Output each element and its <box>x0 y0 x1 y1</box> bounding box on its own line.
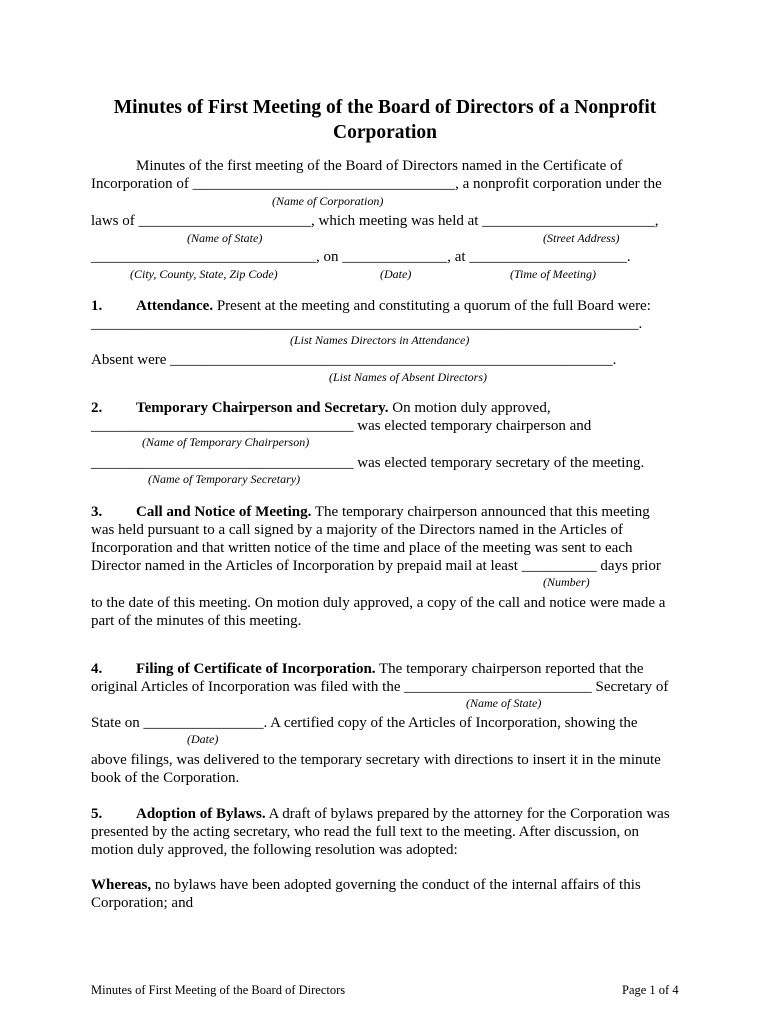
section-4-line-2: original Articles of Incorporation was filed with the _________________________ Secretary of <box>91 679 669 695</box>
section-5-text: A draft of bylaws prepared by the attorney for the Corporation was <box>265 806 670 822</box>
section-3-line-3: Incorporation and that written notice of the time and place of the meeting was sent to each <box>91 540 633 556</box>
section-4-line-3: State on ________________. A certified copy of the Articles of Incorporation, showing the <box>91 715 638 731</box>
section-1-paragraph <box>136 297 651 315</box>
absent-line: Absent were ___________________________________________________________. <box>91 352 617 368</box>
section-2-text: On motion duly approved, <box>388 400 551 416</box>
whereas-paragraph <box>91 876 641 894</box>
section-2-heading: Temporary Chairperson and Secretary. <box>136 400 389 416</box>
section-4-line-4: above filings, was delivered to the temporary secretary with directions to insert it in the minute <box>91 752 661 768</box>
footer-page-number: Page 1 of 4 <box>622 983 679 997</box>
section-3-line-4: Director named in the Articles of Incorporation by prepaid mail at least __________ days prior <box>91 558 661 574</box>
caption-directors-attendance: (List Names Directors in Attendance) <box>290 333 470 347</box>
section-3-text: The temporary chairperson announced that this meeting <box>311 504 650 520</box>
caption-absent-directors: (List Names of Absent Directors) <box>329 370 487 384</box>
attendance-line: _________________________________________________________________________. <box>91 316 643 332</box>
caption-name-of-corporation: (Name of Corporation) <box>272 194 384 208</box>
intro-line-1: Minutes of the first meeting of the Board of Directors named in the Certificate of <box>136 158 623 174</box>
section-4-text: The temporary chairperson reported that the <box>375 661 644 677</box>
caption-date: (Date) <box>380 267 412 281</box>
section-5-heading: Adoption of Bylaws. <box>136 806 266 822</box>
section-3-heading: Call and Notice of Meeting. <box>136 504 312 520</box>
whereas-text: no bylaws have been adopted governing the conduct of the internal affairs of this <box>151 877 641 893</box>
document-title: Minutes of First Meeting of the Board of Directors of a Nonprofit Corporation <box>113 97 657 143</box>
chairperson-line: ___________________________________ was elected temporary chairperson and <box>91 418 592 434</box>
caption-number: (Number) <box>543 575 590 589</box>
caption-street-address: (Street Address) <box>543 231 620 245</box>
section-4-paragraph <box>136 660 643 678</box>
caption-name-of-state-2: (Name of State) <box>466 696 542 710</box>
section-2-paragraph <box>136 399 551 417</box>
section-2-number: 2. <box>91 400 103 416</box>
intro-line-3: laws of _______________________, which meeting was held at _______________________, <box>91 213 659 229</box>
section-1-heading: Attendance. <box>136 298 214 314</box>
caption-name-of-state: (Name of State) <box>187 231 263 245</box>
section-4-number: 4. <box>91 661 103 677</box>
section-3-paragraph <box>136 503 650 521</box>
section-3-line-6: part of the minutes of this meeting. <box>91 613 302 629</box>
caption-city-county: (City, County, State, Zip Code) <box>130 267 278 281</box>
section-5-paragraph <box>136 805 670 823</box>
intro-line-2: Incorporation of ___________________________________, a nonprofit corporation under the <box>91 176 662 192</box>
section-5-number: 5. <box>91 806 103 822</box>
section-5-line-2: presented by the acting secretary, who read the full text to the meeting. After discussion, on <box>91 824 640 840</box>
whereas-heading: Whereas, <box>91 877 152 893</box>
footer-document-name: Minutes of First Meeting of the Board of Directors <box>91 983 346 997</box>
section-4-heading: Filing of Certificate of Incorporation. <box>136 661 376 677</box>
section-5-line-3: motion duly approved, the following resolution was adopted: <box>91 842 458 858</box>
caption-time-of-meeting: (Time of Meeting) <box>510 267 596 281</box>
caption-temporary-chairperson: (Name of Temporary Chairperson) <box>142 435 310 449</box>
section-3-line-5: to the date of this meeting. On motion duly approved, a copy of the call and notice were made a <box>91 595 666 611</box>
section-1-text: Present at the meeting and constituting a quorum of the full Board were: <box>213 298 651 314</box>
intro-line-4: ______________________________, on ______________, at _____________________. <box>91 249 631 265</box>
secretary-line: ___________________________________ was elected temporary secretary of the meeting. <box>91 455 645 471</box>
caption-temporary-secretary: (Name of Temporary Secretary) <box>148 472 301 486</box>
caption-date-2: (Date) <box>187 732 219 746</box>
whereas-line-2: Corporation; and <box>91 895 194 911</box>
section-3-number: 3. <box>91 504 103 520</box>
section-3-line-2: was held pursuant to a call signed by a majority of the Directors named in the Articles of <box>91 522 623 538</box>
section-1-number: 1. <box>91 298 103 314</box>
section-4-line-5: book of the Corporation. <box>91 770 240 786</box>
